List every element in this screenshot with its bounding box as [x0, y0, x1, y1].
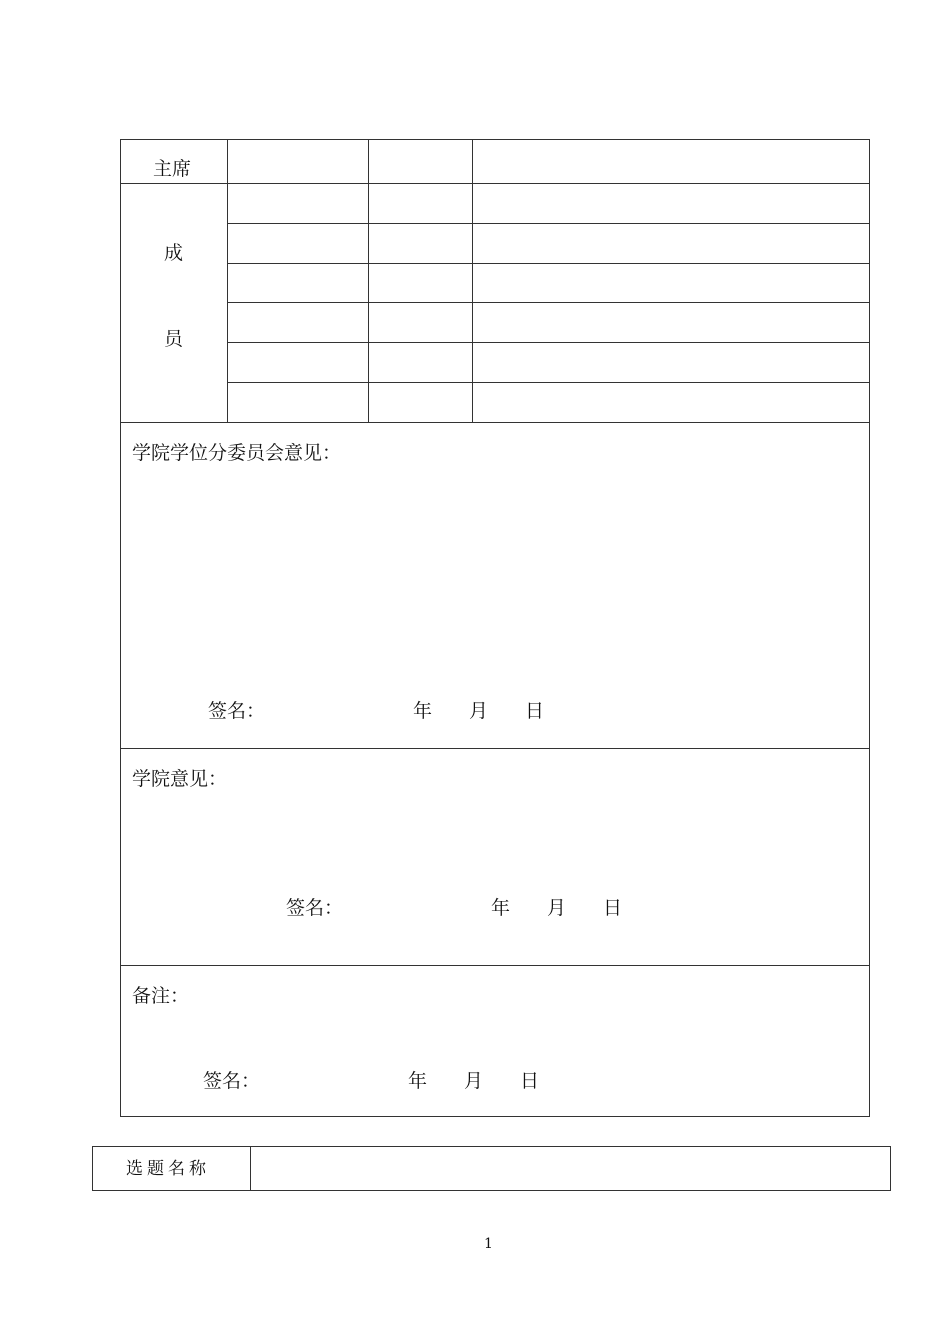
remarks-year-label: 年: [408, 1070, 428, 1092]
college-month-label: 月: [547, 897, 567, 919]
college-opinion-heading: 学院意见：: [132, 768, 228, 790]
committee-day-label: 日: [525, 700, 545, 722]
topic-name-field[interactable]: [251, 1147, 889, 1190]
topic-border-bottom: [92, 1190, 891, 1191]
college-sign-label: 签名：: [286, 897, 344, 919]
chair-label: 主席: [153, 158, 192, 180]
committee-sign-label: 签名：: [208, 700, 266, 722]
remarks-sign-label: 签名：: [203, 1070, 261, 1092]
college-year-label: 年: [491, 897, 511, 919]
topic-border-right: [890, 1146, 891, 1191]
college-day-label: 日: [603, 897, 623, 919]
member-label-bottom: 员: [164, 328, 184, 350]
remarks-heading: 备注：: [132, 985, 190, 1007]
committee-month-label: 月: [469, 700, 489, 722]
member-label-top: 成: [164, 242, 184, 264]
remarks-day-label: 日: [520, 1070, 540, 1092]
topic-label: 选题名称: [126, 1159, 210, 1179]
committee-opinion-heading: 学院学位分委员会意见：: [132, 442, 342, 464]
topic-border-left: [92, 1146, 93, 1191]
page-number: 1: [484, 1236, 493, 1252]
remarks-month-label: 月: [464, 1070, 484, 1092]
committee-year-label: 年: [413, 700, 433, 722]
